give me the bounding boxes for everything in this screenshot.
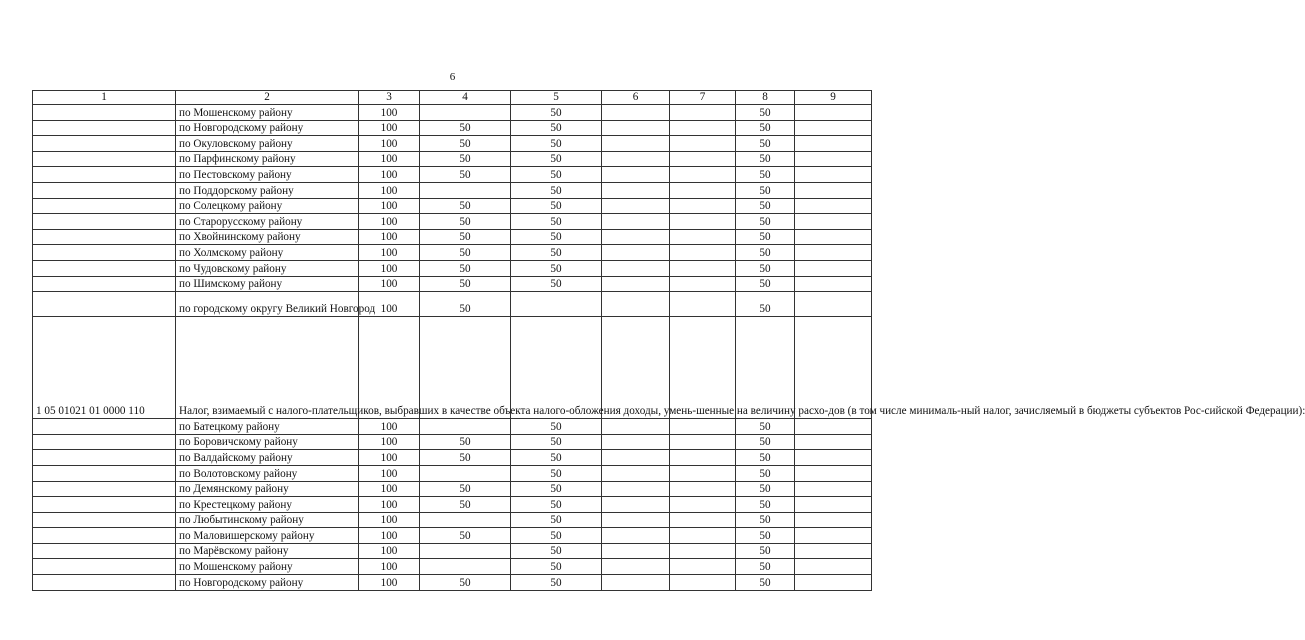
col5-cell: 50 (511, 229, 602, 245)
name-cell: по Батецкому району (176, 419, 359, 435)
col4-cell: 50 (420, 136, 511, 152)
page-number: 6 (449, 71, 456, 83)
col5-cell: 50 (511, 559, 602, 575)
col3-cell: 100 (359, 151, 420, 167)
col3-cell: 100 (359, 120, 420, 136)
col7-cell (670, 450, 736, 466)
col4-cell (420, 317, 511, 419)
col7-cell (670, 105, 736, 121)
col5-cell: 50 (511, 481, 602, 497)
name-cell: по Боровичскому району (176, 434, 359, 450)
col9-cell (795, 559, 872, 575)
col7-cell (670, 419, 736, 435)
col7-cell (670, 198, 736, 214)
col4-cell: 50 (420, 292, 511, 317)
col4-cell: 50 (420, 260, 511, 276)
col9-cell (795, 245, 872, 261)
col9-cell (795, 105, 872, 121)
name-cell: по городскому округу Великий Новгород (176, 292, 359, 317)
code-cell (33, 481, 176, 497)
col6-cell (602, 497, 670, 513)
col3-cell: 100 (359, 260, 420, 276)
code-cell (33, 214, 176, 230)
col8-cell: 50 (736, 543, 795, 559)
tax-name-cell: Налог, взимаемый с налого-плательщиков, выбравших в качестве объекта налого-обложения доходы, умень-шенные на величину расхо-дов (в том числе минималь-ный налог, зачисляемый в бюджеты субъектов Рос-сийской Федерации): (176, 317, 359, 419)
col6-cell (602, 559, 670, 575)
col5-cell: 50 (511, 450, 602, 466)
col3-cell: 100 (359, 481, 420, 497)
col7-cell (670, 260, 736, 276)
col4-cell: 50 (420, 481, 511, 497)
code-cell (33, 543, 176, 559)
col8-cell: 50 (736, 276, 795, 292)
col4-cell (420, 512, 511, 528)
code-cell (33, 120, 176, 136)
col4-cell (420, 543, 511, 559)
col6-cell (602, 182, 670, 198)
col7-cell (670, 167, 736, 183)
name-cell: по Пестовскому району (176, 167, 359, 183)
table-row (33, 292, 872, 317)
col9-cell (795, 167, 872, 183)
col5-cell: 50 (511, 260, 602, 276)
name-cell: по Шимскому району (176, 276, 359, 292)
code-cell (33, 419, 176, 435)
table-row (33, 214, 872, 230)
col7-cell (670, 229, 736, 245)
table-row (33, 229, 872, 245)
col7-cell (670, 120, 736, 136)
table-row (33, 419, 872, 435)
col5-cell: 50 (511, 497, 602, 513)
col8-cell: 50 (736, 528, 795, 544)
col3-cell: 100 (359, 167, 420, 183)
col3-cell: 100 (359, 229, 420, 245)
table-body-before (33, 105, 872, 292)
code-cell (33, 575, 176, 591)
col5-cell: 50 (511, 512, 602, 528)
col3-cell: 100 (359, 497, 420, 513)
col8-cell: 50 (736, 419, 795, 435)
col8-cell: 50 (736, 214, 795, 230)
col3-cell: 100 (359, 450, 420, 466)
column-header: 3 (359, 91, 420, 105)
table-row (33, 151, 872, 167)
name-cell: по Марёвскому району (176, 543, 359, 559)
col8-cell: 50 (736, 151, 795, 167)
column-header: 5 (511, 91, 602, 105)
col7-cell (670, 317, 736, 419)
col3-cell: 100 (359, 575, 420, 591)
table-row (33, 465, 872, 481)
col7-cell (670, 528, 736, 544)
col8-cell: 50 (736, 105, 795, 121)
name-cell: по Солецкому району (176, 198, 359, 214)
col4-cell: 50 (420, 120, 511, 136)
col6-cell (602, 543, 670, 559)
col4-cell (420, 419, 511, 435)
col9-cell (795, 317, 872, 419)
table-row (33, 559, 872, 575)
table-row (33, 167, 872, 183)
col8-cell (736, 317, 795, 419)
col3-cell: 100 (359, 182, 420, 198)
col6-cell (602, 105, 670, 121)
col8-cell: 50 (736, 559, 795, 575)
code-cell (33, 276, 176, 292)
col9-cell (795, 512, 872, 528)
col8-cell: 50 (736, 575, 795, 591)
col5-cell: 50 (511, 182, 602, 198)
col3-cell: 100 (359, 465, 420, 481)
col7-cell (670, 214, 736, 230)
col9-cell (795, 434, 872, 450)
col3-cell (359, 317, 420, 419)
col5-cell: 50 (511, 214, 602, 230)
column-header: 7 (670, 91, 736, 105)
table-row (33, 481, 872, 497)
col5-cell: 50 (511, 151, 602, 167)
col5-cell: 50 (511, 528, 602, 544)
col9-cell (795, 465, 872, 481)
col9-cell (795, 419, 872, 435)
col8-cell: 50 (736, 512, 795, 528)
col5-cell: 50 (511, 465, 602, 481)
col9-cell (795, 120, 872, 136)
tax-code-cell: 1 05 01021 01 0000 110 (33, 317, 176, 419)
code-cell (33, 465, 176, 481)
col6-cell (602, 260, 670, 276)
table-row (33, 245, 872, 261)
col7-cell (670, 151, 736, 167)
table-row (33, 450, 872, 466)
col5-cell: 50 (511, 575, 602, 591)
col4-cell: 50 (420, 497, 511, 513)
col6-cell (602, 434, 670, 450)
col6-cell (602, 151, 670, 167)
col3-cell: 100 (359, 276, 420, 292)
col3-cell: 100 (359, 245, 420, 261)
column-numbers-row (33, 91, 872, 105)
table-row (33, 497, 872, 513)
col4-cell (420, 105, 511, 121)
col4-cell: 50 (420, 276, 511, 292)
col5-cell: 50 (511, 276, 602, 292)
code-cell (33, 559, 176, 575)
table-row (33, 543, 872, 559)
code-cell (33, 136, 176, 152)
col6-cell (602, 317, 670, 419)
col6-cell (602, 481, 670, 497)
name-cell: по Окуловскому району (176, 136, 359, 152)
distribution-table (32, 90, 1305, 591)
col4-cell: 50 (420, 151, 511, 167)
col7-cell (670, 245, 736, 261)
code-cell (33, 434, 176, 450)
col4-cell: 50 (420, 245, 511, 261)
col6-cell (602, 198, 670, 214)
name-cell: по Волотовскому району (176, 465, 359, 481)
name-cell: по Любытинскому району (176, 512, 359, 528)
okrug-section (33, 292, 1305, 419)
col9-cell (795, 528, 872, 544)
table-row (33, 512, 872, 528)
name-cell: по Маловишерскому району (176, 528, 359, 544)
col6-cell (602, 528, 670, 544)
col7-cell (670, 497, 736, 513)
name-cell: по Демянскому району (176, 481, 359, 497)
col4-cell: 50 (420, 450, 511, 466)
name-cell: по Старорусскому району (176, 214, 359, 230)
table-row (33, 434, 872, 450)
code-cell (33, 512, 176, 528)
code-cell (33, 105, 176, 121)
col5-cell: 50 (511, 543, 602, 559)
column-header: 6 (602, 91, 670, 105)
col9-cell (795, 481, 872, 497)
col6-cell (602, 214, 670, 230)
col7-cell (670, 481, 736, 497)
col5-cell: 50 (511, 136, 602, 152)
col5-cell (511, 292, 602, 317)
col6-cell (602, 245, 670, 261)
col6-cell (602, 120, 670, 136)
col9-cell (795, 214, 872, 230)
col4-cell (420, 465, 511, 481)
code-cell (33, 198, 176, 214)
col5-cell: 50 (511, 434, 602, 450)
table-header (33, 91, 872, 105)
col8-cell: 50 (736, 136, 795, 152)
col8-cell: 50 (736, 120, 795, 136)
name-cell: по Чудовскому району (176, 260, 359, 276)
col5-cell: 50 (511, 105, 602, 121)
name-cell: по Крестецкому району (176, 497, 359, 513)
column-header: 1 (33, 91, 176, 105)
col9-cell (795, 292, 872, 317)
col8-cell: 50 (736, 198, 795, 214)
col9-cell (795, 497, 872, 513)
col7-cell (670, 575, 736, 591)
col5-cell: 50 (511, 245, 602, 261)
table-row (33, 528, 872, 544)
col8-cell: 50 (736, 450, 795, 466)
code-cell (33, 167, 176, 183)
col7-cell (670, 465, 736, 481)
table-row (33, 120, 872, 136)
table-row (33, 136, 872, 152)
col8-cell: 50 (736, 497, 795, 513)
name-cell: по Мошенскому району (176, 105, 359, 121)
table-row (33, 260, 872, 276)
col8-cell: 50 (736, 167, 795, 183)
col8-cell: 50 (736, 182, 795, 198)
col8-cell: 50 (736, 481, 795, 497)
col3-cell: 100 (359, 528, 420, 544)
col7-cell (670, 512, 736, 528)
col7-cell (670, 136, 736, 152)
col3-cell: 100 (359, 292, 420, 317)
col9-cell (795, 260, 872, 276)
col6-cell (602, 136, 670, 152)
col5-cell: 50 (511, 419, 602, 435)
col9-cell (795, 575, 872, 591)
col8-cell: 50 (736, 245, 795, 261)
name-cell: по Новгородскому району (176, 575, 359, 591)
col4-cell: 50 (420, 528, 511, 544)
col9-cell (795, 182, 872, 198)
table-body-after (33, 419, 872, 591)
name-cell: по Поддорскому району (176, 182, 359, 198)
col7-cell (670, 182, 736, 198)
col6-cell (602, 465, 670, 481)
name-cell: по Холмскому району (176, 245, 359, 261)
table-row (33, 105, 872, 121)
column-header: 2 (176, 91, 359, 105)
code-cell (33, 292, 176, 317)
col7-cell (670, 559, 736, 575)
col6-cell (602, 167, 670, 183)
col6-cell (602, 419, 670, 435)
name-cell: по Валдайскому району (176, 450, 359, 466)
col4-cell: 50 (420, 575, 511, 591)
col6-cell (602, 512, 670, 528)
col4-cell: 50 (420, 214, 511, 230)
col4-cell: 50 (420, 229, 511, 245)
name-cell: по Парфинскому району (176, 151, 359, 167)
table-row (33, 276, 872, 292)
col9-cell (795, 136, 872, 152)
code-cell (33, 528, 176, 544)
col9-cell (795, 543, 872, 559)
col9-cell (795, 198, 872, 214)
col8-cell: 50 (736, 434, 795, 450)
code-cell (33, 260, 176, 276)
col9-cell (795, 229, 872, 245)
col6-cell (602, 276, 670, 292)
name-cell: по Хвойнинскому району (176, 229, 359, 245)
column-header: 4 (420, 91, 511, 105)
name-cell: по Мошенскому району (176, 559, 359, 575)
col5-cell: 50 (511, 120, 602, 136)
col4-cell: 50 (420, 434, 511, 450)
col6-cell (602, 229, 670, 245)
col3-cell: 100 (359, 559, 420, 575)
table-row (33, 198, 872, 214)
col3-cell: 100 (359, 214, 420, 230)
col3-cell: 100 (359, 136, 420, 152)
col3-cell: 100 (359, 434, 420, 450)
code-cell (33, 182, 176, 198)
col7-cell (670, 276, 736, 292)
col3-cell: 100 (359, 105, 420, 121)
code-cell (33, 229, 176, 245)
col7-cell (670, 292, 736, 317)
col5-cell (511, 317, 602, 419)
col7-cell (670, 434, 736, 450)
table-row (33, 575, 872, 591)
col4-cell: 50 (420, 198, 511, 214)
col8-cell: 50 (736, 229, 795, 245)
col8-cell: 50 (736, 260, 795, 276)
code-cell (33, 245, 176, 261)
col9-cell (795, 276, 872, 292)
column-header: 8 (736, 91, 795, 105)
col3-cell: 100 (359, 419, 420, 435)
col3-cell: 100 (359, 198, 420, 214)
col6-cell (602, 292, 670, 317)
col9-cell (795, 450, 872, 466)
col8-cell: 50 (736, 465, 795, 481)
col4-cell: 50 (420, 167, 511, 183)
col4-cell (420, 559, 511, 575)
col6-cell (602, 575, 670, 591)
code-cell (33, 450, 176, 466)
col6-cell (602, 450, 670, 466)
tax-category-row (33, 317, 872, 419)
code-cell (33, 151, 176, 167)
col3-cell: 100 (359, 512, 420, 528)
col4-cell (420, 182, 511, 198)
col5-cell: 50 (511, 167, 602, 183)
table-row (33, 182, 872, 198)
col3-cell: 100 (359, 543, 420, 559)
col7-cell (670, 543, 736, 559)
column-header: 9 (795, 91, 872, 105)
code-cell (33, 497, 176, 513)
col5-cell: 50 (511, 198, 602, 214)
name-cell: по Новгородскому району (176, 120, 359, 136)
col8-cell: 50 (736, 292, 795, 317)
col9-cell (795, 151, 872, 167)
